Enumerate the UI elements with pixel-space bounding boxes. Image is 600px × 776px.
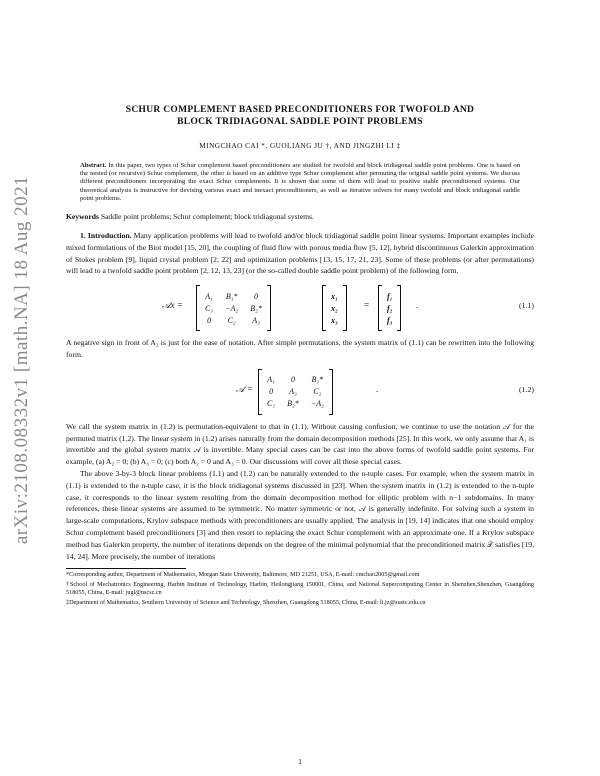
eq1-f3: f₃ (387, 315, 393, 325)
section-title: 1. Introduction. (80, 231, 132, 241)
keywords-text: Saddle point problems; Schur complement; block tridiagonal systems. (100, 212, 314, 222)
eq1-m31: 0 (207, 315, 212, 325)
eq1-vector (322, 285, 347, 331)
paragraph-4: The above 3-by-3 block linear problems (1.1) and (1.2) can be naturally extended to the n-tuple cases. For example, when the system matrix in (1.1) is extended to the n-tuple case, it is the block tridiagonal systems discussed in [23]. When the system matrix in (1.2) is extended to the n-tuple case, it corresponds to the linear system resulting from the domain decomposition method for elliptic problem with n−1 subdomains. In many references, these linear systems are assumed to be symmetric. No matter symmetric or not, 𝒜 is generally indefinite. For solving such a system in large-scale computations, Krylov subspace methods with preconditioners are usually applied. The analysis in [19, 14] indicates that one should employ Schur complement based preconditioners [3] and then resort to replacing the exact Schur complement with an approximate one. If a Krylov subspace method has Galerkin property, the number of iterations depends on the degree of the minimal polynomial that the preconditioned matrix 𝒯 satisfies [19, 14, 24]. More precisely, the number of iterations (66, 468, 534, 561)
eq1-f1: f₁ (387, 291, 393, 301)
eq1-matrix (196, 285, 271, 331)
arxiv-stamp (2, 150, 42, 570)
eq1-m21: C₁ (205, 303, 214, 313)
eq1-x3: x₃ (331, 315, 338, 325)
eq1-m11: A₁ (205, 291, 213, 301)
equation-1-1 (66, 283, 534, 331)
eq1-f2: f₂ (387, 303, 393, 313)
eq1-m22: −A₂ (225, 303, 239, 313)
footnote-2: †School of Mechatronics Engineering, Harbin Institute of Technology, Harbin, Heilongjiang 150001, China, and National Supercomputing Center in Shenzhen,Shenzhen, Guangdong 518055, China, E-mail: jugl@nscsz.cn (66, 581, 534, 597)
footnote-rule (66, 568, 186, 569)
equation-1-2 (66, 367, 534, 415)
keywords (66, 212, 534, 221)
eq1-m13: 0 (254, 291, 259, 301)
eq2-m11: A₁ (267, 375, 275, 385)
title-line-1: SCHUR COMPLEMENT BASED PRECONDITIONERS FOR TWOFOLD AND (125, 105, 475, 115)
paper-page (66, 104, 534, 607)
eq1-rhs (378, 285, 401, 331)
eq2-lhs: 𝒜 = (236, 383, 253, 394)
keywords-label: Keywords (66, 212, 99, 222)
eq1-period: . (416, 300, 419, 311)
eq1-number: (1.1) (519, 301, 534, 311)
intro-paragraph-1 (66, 230, 534, 277)
eq1-equals: = (364, 300, 370, 311)
eq1-x2: x₂ (331, 303, 338, 313)
eq2-m31: C₁ (267, 399, 276, 409)
eq2-m32: B₂* (287, 399, 299, 409)
eq2-period: . (376, 383, 379, 394)
paper-title (66, 104, 534, 128)
eq1-lhs: 𝒜x = (162, 300, 183, 311)
eq2-m12: 0 (290, 375, 295, 385)
eq2-m13: B₁* (311, 375, 324, 385)
eq1-x1: x₁ (331, 291, 338, 301)
abstract-text: In this paper, two types of Schur complement based preconditioners are studied for twofold and block tridiagonal saddle point problems. One is based on the nested (or recursive) Schur complement, the other is based on an additive type Schur complement after permuting the original saddle point systems. We discuss different preconditioners incorporating the exact Schur complements. It is shown that some of them will lead to positive stable preconditioned systems. Our theoretical analysis is instructive for devising various exact and inexact preconditioners, as well as iterative solvers for many twofold and block tridiagonal saddle point problems. (80, 162, 520, 202)
page-number: 1 (298, 757, 302, 766)
eq1-m23: B₂* (250, 303, 262, 313)
eq2-m23: C₂ (313, 387, 322, 397)
eq2-m21: 0 (269, 387, 274, 397)
eq2-matrix (258, 369, 333, 415)
footnote-3: ‡Department of Mathematics, Southern University of Science and Technology, Shenzhen, Guangdong 518055, China, E-mail: li.jz@sustc.edu.cn (66, 599, 426, 607)
paragraph-2: A negative sign in front of A₂ is just for the ease of notation. After simple permutations, the system matrix of (1.1) can be rewritten into the following form. (66, 338, 534, 359)
eq2-number: (1.2) (519, 384, 534, 394)
eq1-m33: A₃ (252, 315, 260, 325)
arxiv-stamp-text: arXiv:2108.08332v1 [math.NA] 18 Aug 2021 (11, 175, 32, 545)
eq2-m33: −A₂ (310, 399, 324, 409)
abstract-label: Abstract. (80, 162, 107, 169)
title-line-2: BLOCK TRIDIAGONAL SADDLE POINT PROBLEMS (177, 117, 423, 127)
authors: MINGCHAO CAI *, GUOLIANG JU †, AND JINGZHI LI ‡ (199, 142, 401, 150)
footnote-1: *Corresponding author, Department of Mathematics, Morgan State University, Baltimore, MD 21251, USA, E-mail: cmchao2005@gmail.com (66, 571, 420, 579)
eq1-m12: B₁* (225, 291, 238, 301)
paragraph-3: We call the system matrix in (1.2) is permutation-equivalent to that in (1.1). Without causing confusion, we continue to use the notation 𝒜 for the permuted matrix (1.2). The linear system in (1.2) arises naturally from the domain decomposition methods [25]. In this work, we only assume that A₁ is invertible and the global system matrix 𝒜 is invertible. Many special cases can be cast into the above forms of twofold saddle point systems. For example, (a) A₂ = 0; (b) A₃ = 0; (c) both A₂ = 0 and A₃ = 0. Our discussions will cover all these special cases. (66, 421, 534, 467)
abstract (66, 162, 534, 203)
eq2-m22: A₃ (289, 387, 297, 397)
eq1-m32: C₂ (227, 315, 236, 325)
intro-p1-text: Many application problems will lead to twofold and/or block tridiagonal saddle point linear systems. Important examples include mixed formulations of the Biot model [15, 20], the coupling of fluid flow with porous media flow [5, 12], hybrid discontinuous Galerkin approximation of Stokes problem [9], liquid crystal problem [2, 22] and optimization problems [13, 15, 17, 21, 23]. Some of these problems (or after permutations) will lead to a twofold saddle point problem [2, 12, 13, 23] (or the so-called double saddle point problem) of the following form. (66, 231, 535, 276)
